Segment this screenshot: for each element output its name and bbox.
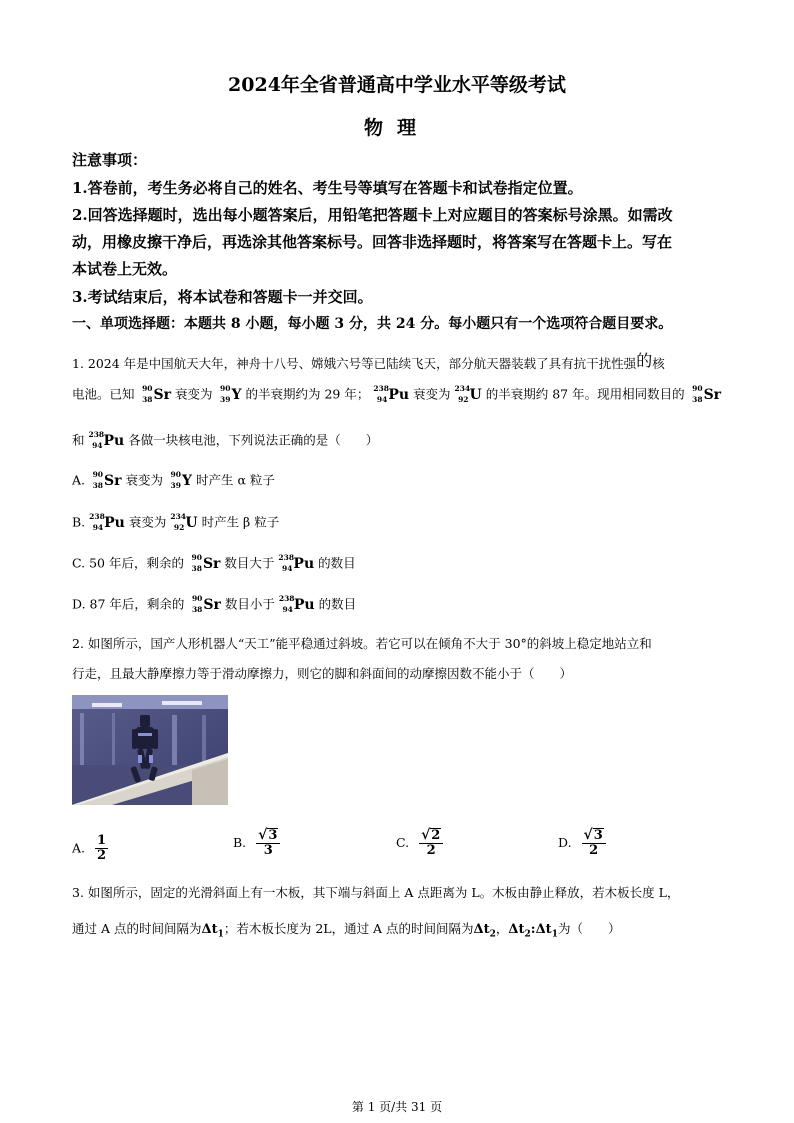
section-1-heading: 一、单项选择题：本题共 8 小题，每小题 3 分，共 24 分。每小题只有一个选项符合题目要求。: [72, 316, 673, 332]
q1-option-c[interactable]: C. 50 年后，剩余的 90 38 Sr 数目大于 238 94 Pu 的数目: [72, 553, 356, 573]
q1-option-b[interactable]: B. 238 94 Pu 衰变为 234 92 U 时产生 β 粒子: [72, 512, 280, 532]
q2-option-a[interactable]: A. $\frac{1}{2}$: [72, 833, 107, 864]
q1-line-1: 1. 2024 年是中国航天大年，神舟十八号、嫦娥六号等已陆续飞天，部分航天器装载了具有抗干扰性强的核: [72, 351, 665, 371]
delta-t1: $\Delta t_1$: [201, 922, 224, 940]
nuclide-pu: 238 94 Pu: [278, 553, 315, 573]
nuclide-u: 234 92 U: [454, 384, 482, 404]
nuclide-pu: 238 94 Pu: [88, 430, 125, 450]
page-footer: 第 1 页/共 31 页: [351, 1100, 443, 1114]
subject-title: 物理: [363, 117, 430, 139]
exam-title: 2024年全省普通高中学业水平等级考试: [228, 74, 566, 96]
delta-t2: $\Delta t_2$: [473, 922, 496, 940]
q2-option-d[interactable]: D. √ 3 2: [558, 828, 606, 859]
nuclide-sr: 90 38 Sr: [142, 384, 171, 404]
q2-option-b[interactable]: B. √ 3 3: [233, 828, 280, 859]
notice-item-3: 3.考试结束后，将本试卷和答题卡一并交回。: [72, 288, 373, 306]
notice-item-2-line-1: 2.回答选择题时，选出每小题答案后，用铅笔把答题卡上对应题目的答案标号涂黑。如需改: [72, 206, 673, 224]
notice-item-1: 1.答卷前，考生务必将自己的姓名、考生号等填写在答题卡和试卷指定位置。: [72, 179, 583, 197]
nuclide-sr: 90 38 Sr: [191, 594, 221, 614]
delta-t1-ratio: $\Delta t_1$: [535, 922, 558, 940]
delta-t2-ratio: $\Delta t_2$: [508, 922, 531, 940]
q1-option-d[interactable]: D. 87 年后，剩余的 90 38 Sr 数目小于 238 94 Pu 的数目: [72, 594, 357, 614]
q2-line-2: 行走，且最大静摩擦力等于滑动摩擦力，则它的脚和斜面间的动摩擦因数不能小于（ ）: [72, 666, 573, 681]
nuclide-sr: 90 38 Sr: [191, 553, 221, 573]
nuclide-sr: 90 38 Sr: [92, 470, 122, 490]
nuclide-y: 90 39 Y: [170, 470, 192, 490]
nuclide-sr: 90 38 Sr: [692, 384, 722, 404]
q3-line-1: 3. 如图所示，固定的光滑斜面上有一木板，其下端与斜面上 A 点距离为 L。木板由静止释放，若木板长度 L，: [72, 885, 680, 900]
nuclide-pu: 238 94 Pu: [89, 512, 125, 532]
q1-line-3: 和 238 94 Pu 各做一块核电池，下列说法正确的是（ ）: [72, 430, 379, 450]
nuclide-pu: 238 94 Pu: [373, 384, 410, 404]
q1-line-2: 电池。已知 90 38 Sr 衰变为 90 39 Y 的半衰期约为 29 年； 238 94 Pu 衰变为 234 92 U 的半衰期约 87 年。现用相同数目的 90 38 Sr: [72, 384, 722, 404]
q2-option-c[interactable]: C. √ 2 2: [396, 828, 443, 859]
nuclide-u: 234 92 U: [170, 512, 198, 532]
notice-item-2-line-3: 本试卷上无效。: [72, 260, 178, 278]
notice-item-2-line-2: 动，用橡皮擦干净后，再选涂其他答案标号。回答非选择题时，将答案写在答题卡上。写在: [72, 233, 673, 251]
q1-option-a[interactable]: A. 90 38 Sr 衰变为 90 39 Y 时产生 α 粒子: [72, 470, 275, 490]
q2-line-1: 2. 如图所示，国产人形机器人“天工”能平稳通过斜坡。若它可以在倾角不大于 30°的斜坡上稳定地站立和: [72, 636, 652, 651]
nuclide-y: 90 39 Y: [220, 384, 242, 404]
notice-heading: 注意事项：: [72, 151, 148, 169]
nuclide-pu: 238 94 Pu: [278, 594, 315, 614]
robot-on-slope-photo: [72, 695, 228, 805]
q3-line-2: 通过 A 点的时间间隔为$\Delta t_1$；若木板长度为 2L，通过 A 点的时间间隔为$\Delta t_2$，$\Delta t_2:\Delta t_1$为（ ）: [72, 921, 621, 940]
